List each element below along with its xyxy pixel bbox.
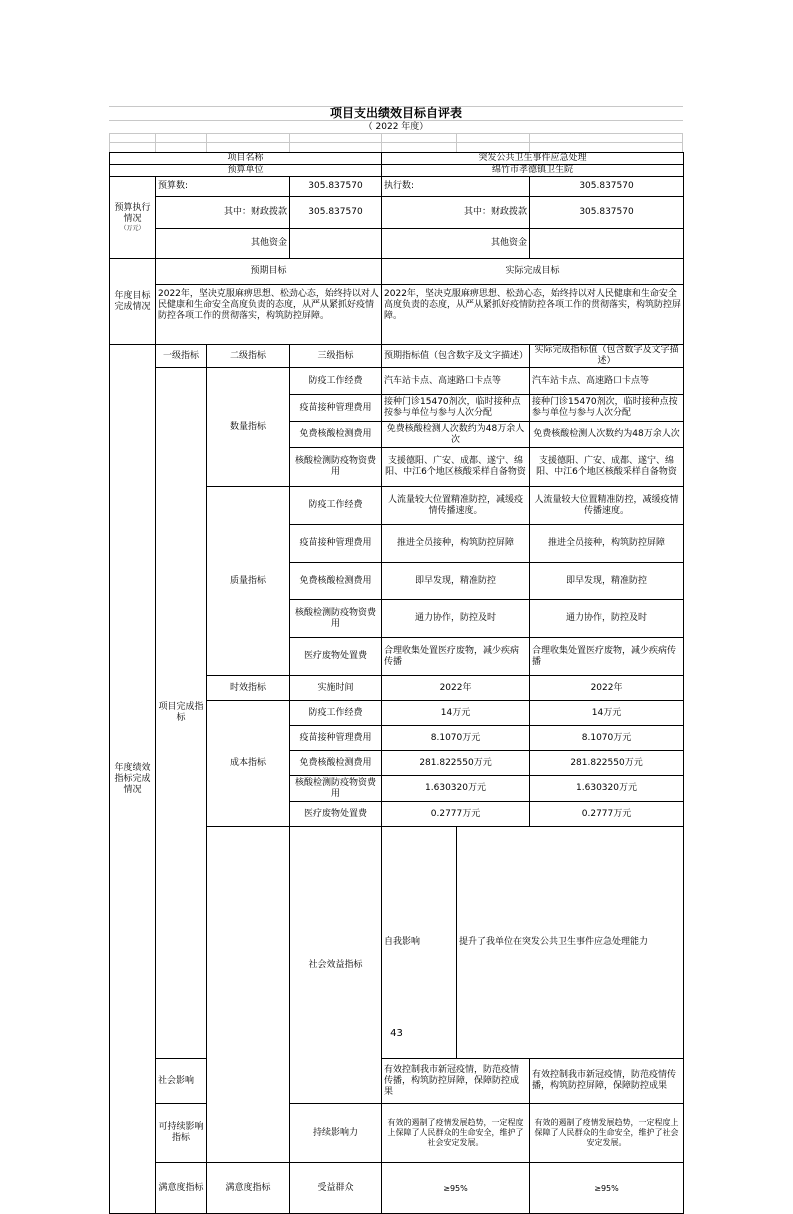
indicator-expected: 有效控制我市新冠疫情，防范疫情传播，构筑防控屏障，保障防控成果 <box>382 1059 530 1104</box>
col-level1-header: 一级指标 <box>156 345 207 368</box>
effect-group-blank <box>207 827 290 1163</box>
indicator-expected: 2022年 <box>382 676 530 701</box>
report-year: （ 2022 年度） <box>363 122 429 132</box>
col-expected-header: 预期指标值（包含数字及文字描述） <box>382 345 530 368</box>
goals-text-row <box>110 285 684 345</box>
expected-goal-header: 预期目标 <box>156 259 382 285</box>
grid-line <box>682 133 683 152</box>
table-row <box>110 368 684 395</box>
indicator-name: 防疫工作经费 <box>290 368 382 395</box>
time-group-label: 时效指标 <box>207 676 290 701</box>
indicator-actual: 汽车站卡点、高速路口卡点等 <box>530 368 684 395</box>
expected-goal-text: 2022年，坚决克服麻痹思想、松劲心态，始终持以对人民健康和生命安全高度负责的态度，从严从紧抓好疫情防控各项工作的贯彻落实，构筑防控屏障。 <box>156 285 382 345</box>
cost-group-label: 成本指标 <box>207 701 290 827</box>
indicator-expected: 1.630320万元 <box>382 776 530 802</box>
indicator-header-row <box>110 345 684 368</box>
indicator-name: 社会影响 <box>156 1059 207 1104</box>
indicator-name: 疫苗接种管理费用 <box>290 395 382 422</box>
indicator-name: 医疗废物处置费 <box>290 638 382 676</box>
col-level3-header: 三级指标 <box>290 345 382 368</box>
sustain-group-label: 可持续影响指标 <box>156 1104 207 1163</box>
grid-line <box>456 133 457 152</box>
budget-unit-label: 预算单位 <box>110 165 382 177</box>
indicator-actual: 8.1070万元 <box>530 726 684 751</box>
indicator-actual: 有效的遏制了疫情发展趋势，一定程度上保障了人民群众的生命安全，维护了社会安定发展。 <box>530 1104 684 1163</box>
indicator-name: 实施时间 <box>290 676 382 701</box>
other-funds-value <box>290 229 382 259</box>
indicator-actual: 有效控制我市新冠疫情，防范疫情传播，构筑防控屏障，保障防控成果 <box>530 1059 684 1104</box>
grid-line <box>529 133 530 152</box>
exec-amount-value: 305.837570 <box>530 177 684 197</box>
indicator-actual: 14万元 <box>530 701 684 726</box>
indicator-expected: 推进全员接种，构筑防控屏障 <box>382 525 530 563</box>
grid-line <box>289 133 290 152</box>
indicator-actual: 人流量较大位置精准防控，减缓疫情传播速度。 <box>530 487 684 525</box>
indicator-actual: 合理收集处置医疗废物，减少疾病传播 <box>530 638 684 676</box>
indicator-name: 持续影响力 <box>290 1104 382 1163</box>
grid-line <box>206 133 207 152</box>
fiscal-label: 其中：财政拨款 <box>156 197 290 229</box>
satisfaction-l1-label: 满意度指标 <box>156 1163 207 1214</box>
indicator-expected: 免费核酸检测人次数约为48万余人次 <box>382 422 530 448</box>
indicator-actual: 支援德阳、广安、成都、遂宁、绵阳、中江6个地区核酸采样自备物资 <box>530 448 684 487</box>
indicator-actual: 通力协作，防控及时 <box>530 600 684 638</box>
col-level2-header: 二级指标 <box>207 345 290 368</box>
table-row <box>110 1163 684 1214</box>
indicator-expected: 14万元 <box>382 701 530 726</box>
indicator-name: 免费核酸检测费用 <box>290 422 382 448</box>
indicator-expected: 提升了我单位在突发公共卫生事件应急处理能力 <box>457 827 684 1059</box>
grid-line <box>109 133 683 134</box>
indicator-name: 疫苗接种管理费用 <box>290 726 382 751</box>
indicator-name: 受益群众 <box>290 1163 382 1214</box>
goals-header-row <box>110 259 684 285</box>
evaluation-table <box>109 152 684 1214</box>
indicator-name: 核酸检测防疫物资费用 <box>290 600 382 638</box>
indicator-expected: 8.1070万元 <box>382 726 530 751</box>
budget-unit-note: （万元） <box>120 224 145 232</box>
indicator-expected: 支援德阳、广安、成都、遂宁、绵阳、中江6个地区核酸采样自备物资 <box>382 448 530 487</box>
quality-group-label: 质量指标 <box>207 487 290 676</box>
other-funds-label-actual: 其他资金 <box>382 229 530 259</box>
indicator-name: 医疗废物处置费 <box>290 802 382 827</box>
other-funds-value-actual <box>530 229 684 259</box>
project-name-row <box>110 153 684 165</box>
fiscal-value-actual: 305.837570 <box>530 197 684 229</box>
output-group-label: 项目完成指标 <box>156 368 207 1059</box>
social-group-label: 社会效益指标 <box>290 827 382 1104</box>
indicator-expected: 281.822550万元 <box>382 751 530 776</box>
indicator-expected: 有效的遏制了疫情发展趋势，一定程度上保障了人民群众的生命安全，维护了社会安定发展。 <box>382 1104 530 1163</box>
indicator-actual: 免费核酸检测人次数约为48万余人次 <box>530 422 684 448</box>
actual-goal-text: 2022年，坚决克服麻痹思想、松劲心态，始终持以对人民健康和生命安全高度负责的态度，从严从紧抓好疫情防控各项工作的贯彻落实，构筑防控屏障。 <box>382 285 684 345</box>
indicator-actual: 接种门诊15470剂次，临时接种点按参与单位与参与人次分配 <box>530 395 684 422</box>
grid-line <box>381 133 382 152</box>
grid-line <box>155 133 156 152</box>
indicator-name: 自我影响 <box>382 827 457 1059</box>
budget-amount-value: 305.837570 <box>290 177 382 197</box>
fiscal-label-actual: 其中：财政拨款 <box>382 197 530 229</box>
indicator-expected: 通力协作，防控及时 <box>382 600 530 638</box>
indicator-actual: 推进全员接种，构筑防控屏障 <box>530 525 684 563</box>
table-row <box>110 1104 684 1163</box>
indicator-expected: ≥95% <box>382 1163 530 1214</box>
project-name-value: 突发公共卫生事件应急处理 <box>382 153 684 165</box>
grid-line <box>109 142 683 143</box>
indicator-actual: 281.822550万元 <box>530 751 684 776</box>
fiscal-row <box>110 197 684 229</box>
budget-unit-row <box>110 165 684 177</box>
actual-goal-header: 实际完成目标 <box>382 259 684 285</box>
indicator-name: 免费核酸检测费用 <box>290 751 382 776</box>
grid-line <box>109 133 110 152</box>
indicator-actual: 2022年 <box>530 676 684 701</box>
indicator-actual: ≥95% <box>530 1163 684 1214</box>
col-actual-header: 实际完成指标值（包含数字及文字描述） <box>530 345 684 368</box>
indicator-name: 防疫工作经费 <box>290 701 382 726</box>
indicator-name: 核酸检测防疫物资费用 <box>290 448 382 487</box>
indicator-expected: 合理收集处置医疗废物，减少疾病传播 <box>382 638 530 676</box>
indicator-name: 核酸检测防疫物资费用 <box>290 776 382 802</box>
other-funds-label: 其他资金 <box>156 229 290 259</box>
budget-row <box>110 177 684 197</box>
indicator-expected: 即早发现，精准防控 <box>382 563 530 600</box>
indicator-name: 免费核酸检测费用 <box>290 563 382 600</box>
indicator-expected: 汽车站卡点、高速路口卡点等 <box>382 368 530 395</box>
goals-section-label: 年度目标完成情况 <box>110 259 156 345</box>
satisfaction-l2-label: 满意度指标 <box>207 1163 290 1214</box>
indicator-actual: 即早发现，精准防控 <box>530 563 684 600</box>
indicator-name: 防疫工作经费 <box>290 487 382 525</box>
budget-amount-label: 预算数: <box>156 177 290 197</box>
indicator-actual: 0.2777万元 <box>530 802 684 827</box>
page-title: 项目支出绩效目标自评表 <box>329 106 462 120</box>
other-funds-row <box>110 229 684 259</box>
indicator-expected: 人流量较大位置精准防控，减缓疫情传播速度。 <box>382 487 530 525</box>
indicators-section-label: 年度绩效指标完成情况 <box>110 345 156 1214</box>
indicator-expected: 0.2777万元 <box>382 802 530 827</box>
indicator-name: 疫苗接种管理费用 <box>290 525 382 563</box>
exec-amount-label: 执行数: <box>382 177 530 197</box>
page-number: 43 <box>390 1028 403 1039</box>
budget-section-label: 预算执行情况 （万元） <box>110 177 156 259</box>
indicator-actual: 1.630320万元 <box>530 776 684 802</box>
quantity-group-label: 数量指标 <box>207 368 290 487</box>
fiscal-value: 305.837570 <box>290 197 382 229</box>
budget-unit-value: 绵竹市孝德镇卫生院 <box>382 165 684 177</box>
indicator-expected: 接种门诊15470剂次，临时接种点按参与单位与参与人次分配 <box>382 395 530 422</box>
project-name-label: 项目名称 <box>110 153 382 165</box>
table-row <box>110 1059 684 1104</box>
